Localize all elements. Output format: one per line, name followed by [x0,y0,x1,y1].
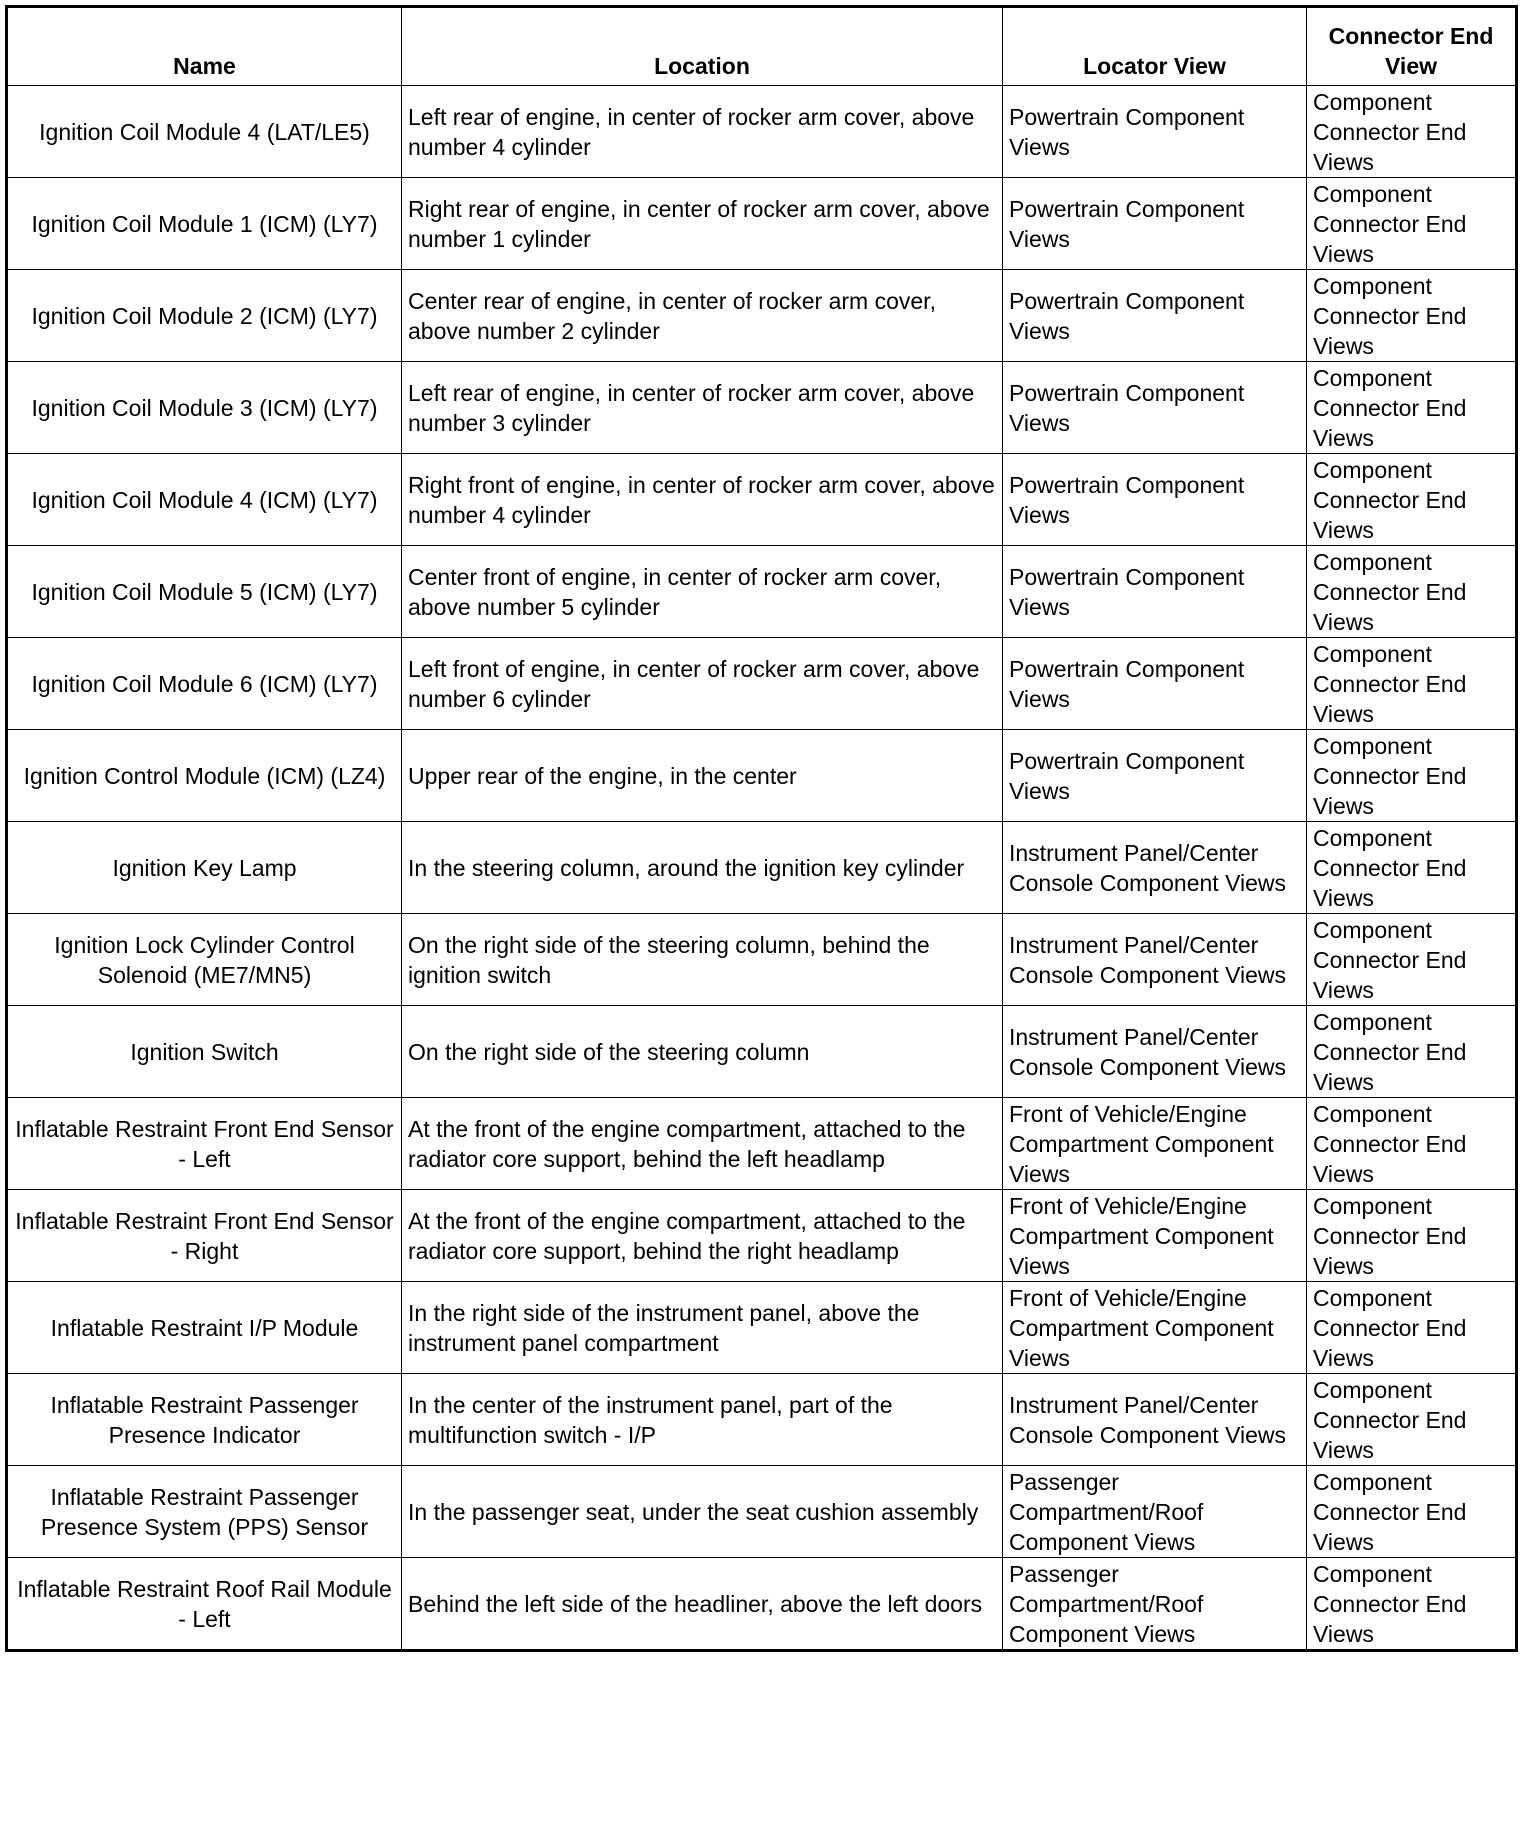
cell-connector-end-view: Component Connector End Views [1307,1190,1517,1282]
table-row [7,1558,1517,1651]
cell-location: On the right side of the steering column, behind the ignition switch [402,914,1003,1006]
cell-name: Inflatable Restraint Passenger Presence Indicator [7,1374,402,1466]
cell-locator-view: Passenger Compartment/Roof Component Views [1003,1466,1307,1558]
header-locator-view: Locator View [1003,7,1307,86]
table-row [7,1282,1517,1374]
cell-locator-view: Front of Vehicle/Engine Compartment Component Views [1003,1282,1307,1374]
cell-name: Ignition Switch [7,1006,402,1098]
cell-name: Ignition Coil Module 3 (ICM) (LY7) [7,362,402,454]
cell-locator-view: Instrument Panel/Center Console Component Views [1003,1374,1307,1466]
cell-connector-end-view: Component Connector End Views [1307,1374,1517,1466]
cell-locator-view: Powertrain Component Views [1003,362,1307,454]
cell-location: Right front of engine, in center of rocker arm cover, above number 4 cylinder [402,454,1003,546]
cell-location: At the front of the engine compartment, attached to the radiator core support, behind the right headlamp [402,1190,1003,1282]
cell-location: Left rear of engine, in center of rocker arm cover, above number 4 cylinder [402,86,1003,178]
cell-connector-end-view: Component Connector End Views [1307,730,1517,822]
table-body [7,86,1517,1651]
cell-name: Ignition Lock Cylinder Control Solenoid (ME7/MN5) [7,914,402,1006]
table-row [7,1190,1517,1282]
cell-connector-end-view: Component Connector End Views [1307,178,1517,270]
cell-location: In the right side of the instrument panel, above the instrument panel compartment [402,1282,1003,1374]
cell-connector-end-view: Component Connector End Views [1307,362,1517,454]
cell-name: Ignition Coil Module 5 (ICM) (LY7) [7,546,402,638]
cell-connector-end-view: Component Connector End Views [1307,86,1517,178]
cell-connector-end-view: Component Connector End Views [1307,270,1517,362]
cell-location: Upper rear of the engine, in the center [402,730,1003,822]
cell-name: Ignition Coil Module 2 (ICM) (LY7) [7,270,402,362]
table-row [7,362,1517,454]
cell-locator-view: Powertrain Component Views [1003,546,1307,638]
header-row [7,7,1517,86]
cell-location: In the center of the instrument panel, part of the multifunction switch - I/P [402,1374,1003,1466]
cell-name: Ignition Coil Module 4 (LAT/LE5) [7,86,402,178]
cell-location: Center rear of engine, in center of rocker arm cover, above number 2 cylinder [402,270,1003,362]
cell-locator-view: Instrument Panel/Center Console Component Views [1003,914,1307,1006]
cell-location: At the front of the engine compartment, attached to the radiator core support, behind the left headlamp [402,1098,1003,1190]
cell-name: Ignition Control Module (ICM) (LZ4) [7,730,402,822]
table-row [7,730,1517,822]
cell-locator-view: Instrument Panel/Center Console Component Views [1003,822,1307,914]
cell-locator-view: Front of Vehicle/Engine Compartment Component Views [1003,1098,1307,1190]
table-header [7,7,1517,86]
cell-location: Right rear of engine, in center of rocker arm cover, above number 1 cylinder [402,178,1003,270]
cell-connector-end-view: Component Connector End Views [1307,454,1517,546]
table-row [7,178,1517,270]
cell-locator-view: Powertrain Component Views [1003,638,1307,730]
cell-name: Inflatable Restraint Passenger Presence System (PPS) Sensor [7,1466,402,1558]
cell-connector-end-view: Component Connector End Views [1307,1466,1517,1558]
cell-connector-end-view: Component Connector End Views [1307,914,1517,1006]
cell-location: On the right side of the steering column [402,1006,1003,1098]
cell-connector-end-view: Component Connector End Views [1307,1558,1517,1651]
table-row [7,1466,1517,1558]
cell-connector-end-view: Component Connector End Views [1307,546,1517,638]
cell-location: Center front of engine, in center of rocker arm cover, above number 5 cylinder [402,546,1003,638]
cell-locator-view: Powertrain Component Views [1003,178,1307,270]
cell-location: Left front of engine, in center of rocker arm cover, above number 6 cylinder [402,638,1003,730]
cell-name: Inflatable Restraint Front End Sensor - Right [7,1190,402,1282]
cell-locator-view: Instrument Panel/Center Console Component Views [1003,1006,1307,1098]
table-row [7,546,1517,638]
cell-location: Behind the left side of the headliner, above the left doors [402,1558,1003,1651]
cell-connector-end-view: Component Connector End Views [1307,1282,1517,1374]
table-row [7,914,1517,1006]
cell-name: Inflatable Restraint Roof Rail Module - Left [7,1558,402,1651]
cell-name: Ignition Coil Module 1 (ICM) (LY7) [7,178,402,270]
cell-name: Ignition Coil Module 6 (ICM) (LY7) [7,638,402,730]
header-connector-end-view: Connector End View [1307,7,1517,86]
cell-locator-view: Front of Vehicle/Engine Compartment Component Views [1003,1190,1307,1282]
component-locator-table [5,5,1518,1652]
table-row [7,1374,1517,1466]
cell-locator-view: Powertrain Component Views [1003,86,1307,178]
cell-locator-view: Powertrain Component Views [1003,454,1307,546]
cell-connector-end-view: Component Connector End Views [1307,1006,1517,1098]
table-row [7,822,1517,914]
table-row [7,1098,1517,1190]
table-row [7,86,1517,178]
cell-locator-view: Powertrain Component Views [1003,270,1307,362]
cell-location: Left rear of engine, in center of rocker arm cover, above number 3 cylinder [402,362,1003,454]
header-location: Location [402,7,1003,86]
cell-location: In the passenger seat, under the seat cushion assembly [402,1466,1003,1558]
table-row [7,1006,1517,1098]
cell-connector-end-view: Component Connector End Views [1307,1098,1517,1190]
table-row [7,638,1517,730]
table-row [7,270,1517,362]
header-name: Name [7,7,402,86]
cell-name: Inflatable Restraint I/P Module [7,1282,402,1374]
table-row [7,454,1517,546]
cell-locator-view: Powertrain Component Views [1003,730,1307,822]
cell-connector-end-view: Component Connector End Views [1307,638,1517,730]
cell-name: Ignition Key Lamp [7,822,402,914]
cell-location: In the steering column, around the ignition key cylinder [402,822,1003,914]
cell-name: Ignition Coil Module 4 (ICM) (LY7) [7,454,402,546]
cell-locator-view: Passenger Compartment/Roof Component Views [1003,1558,1307,1651]
cell-connector-end-view: Component Connector End Views [1307,822,1517,914]
cell-name: Inflatable Restraint Front End Sensor - Left [7,1098,402,1190]
